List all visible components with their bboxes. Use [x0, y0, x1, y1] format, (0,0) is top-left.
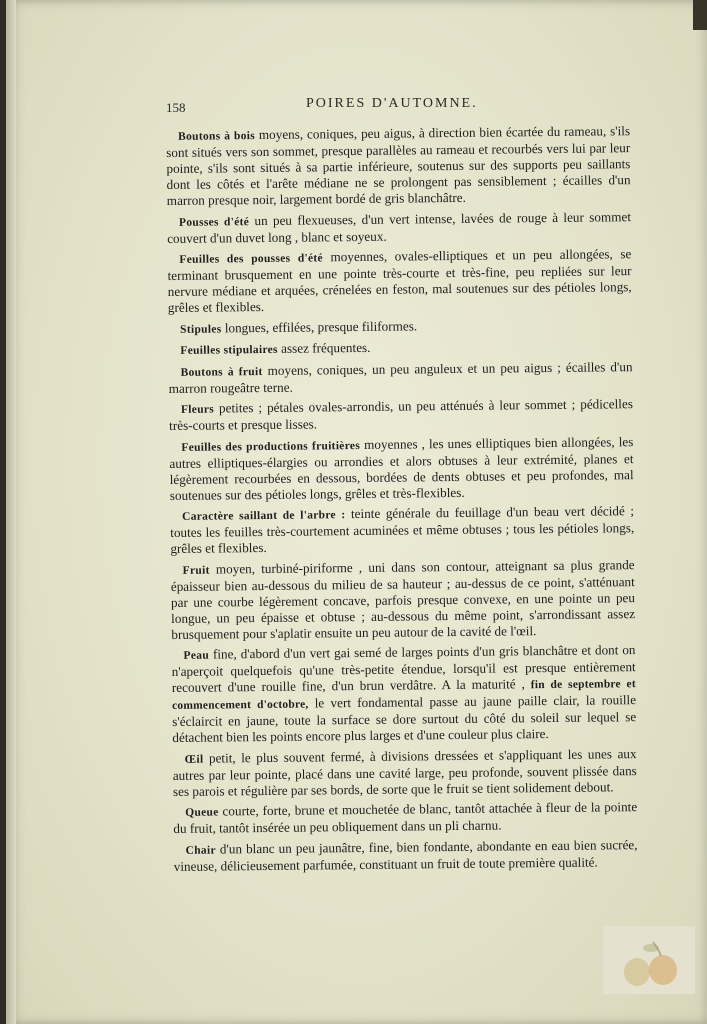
paragraph-text: assez fréquentes.	[277, 339, 371, 356]
term-label: Boutons à fruit	[180, 365, 263, 379]
paragraph-feuilles-stipulaires	[168, 337, 632, 359]
paragraph-text: le vert fondamental passe au jaune paille clair, la rouille s'éclaircit en jaune, toute la surface se dore surtout du côté du soleil sur lequel se détachent bien les points encore plus larges et d'une couleur plus claire.	[172, 692, 637, 745]
page-binding-edge	[6, 0, 16, 1024]
paragraph-text: d'un blanc un peu jaunâtre, fine, bien fondante, abondante en eau bien sucrée, vineuse, délicieusement parfumée, constituant un fruit de toute première qualité.	[173, 836, 638, 874]
paragraph-pousses-d-ete	[167, 209, 631, 247]
paragraph-text: moyennes , les unes elliptiques bien allongées, les autres elliptiques-élargies ou arrondies et alors obtuses à leur extrémité, planes et légèrement recourbées en dessous, bordées de dents obtuses et peu profondes, mal soutenues sur des pétioles longs, grêles et très-flexibles.	[169, 433, 634, 503]
term-label: Fleurs	[180, 403, 215, 416]
term-label: Feuilles des productions fruitières	[181, 439, 361, 454]
term-label: Œil	[184, 753, 204, 766]
body-text	[166, 123, 638, 879]
paragraph-text: petites ; pétales ovales-arrondis, un peu atténués à leur sommet ; pédicelles très-courts et presque lisses.	[169, 396, 633, 433]
paragraph-chair	[173, 837, 637, 875]
maturity-emphasis: fin de septembre et commencement d'octobre,	[171, 678, 636, 712]
paragraph-text: moyennes, ovales-elliptiques et un peu allongées, se terminant brusquement en une pointe très-courte et très-fine, peu repliées sur leur nervure médiane et arquées, crénelées en feston, mal soutenues sur des pétioles longs, grêles et flexibles.	[167, 246, 632, 315]
paragraph-text: longues, effilées, presque filiformes.	[221, 317, 418, 335]
term-label: Chair	[185, 844, 216, 857]
corner-watermark-logo	[603, 926, 695, 994]
book-page	[6, 0, 707, 1024]
term-label: Queue	[185, 806, 219, 819]
paragraph-text: teinte générale du feuillage d'un beau vert décidé ; toutes les feuilles très-courtement acuminées et même obtuses ; tous les pétioles longs, grêles et flexibles.	[170, 503, 635, 556]
paragraph-fleurs	[169, 396, 633, 434]
term-label: Fruit	[182, 564, 210, 577]
paragraph-stipules	[168, 316, 632, 338]
paragraph-feuilles-des-pousses	[167, 246, 632, 316]
term-label: Boutons à bois	[178, 130, 256, 143]
paragraph-queue	[173, 799, 637, 837]
term-label: Pousses d'été	[178, 215, 250, 229]
term-label: Caractère saillant de l'arbre :	[182, 509, 346, 523]
paragraph-text: moyens, coniques, un peu anguleux et un peu aigus ; écailles d'un marron rougeâtre terne.	[168, 358, 633, 396]
paragraph-text: petit, le plus souvent fermé, à divisions dressées et s'appliquant les unes aux autres par leur pointe, placé dans une cavité large, peu profonde, souvent plissée dans ses parois et régulière par ses bords, de sorte que le fruit se tient solidement debout.	[172, 745, 637, 799]
paragraph-feuilles-productions	[169, 434, 634, 504]
page-number: 158	[166, 100, 186, 115]
term-label: Feuilles stipulaires	[180, 343, 278, 357]
page-header	[166, 96, 636, 118]
running-title: POIRES D'AUTOMNE.	[306, 96, 478, 111]
paragraph-text: un peu flexueuses, d'un vert intense, lavées de rouge à leur sommet couvert d'un duvet long , blanc et soyeux.	[167, 208, 632, 246]
paragraph-boutons-a-bois	[166, 123, 631, 209]
paragraph-oeil	[173, 746, 637, 800]
term-label: Feuilles des pousses d'été	[179, 252, 323, 266]
paragraph-boutons-a-fruit	[168, 359, 632, 397]
paragraph-text: courte, forte, brune et mouchetée de blanc, tantôt attachée à fleur de la pointe du fruit, tantôt insérée un peu obliquement dans un pli charnu.	[173, 799, 638, 836]
paragraph-text: moyen, turbiné-piriforme , uni dans son contour, atteignant sa plus grande épaisseur bien au-dessous du milieu de sa hauteur ; au-dessus de ce point, s'atténuant par une courbe légèrement concave, parfois presque convexe, en une pointe un peu longue, un peu épaisse et obtuse ; au-dessous du même point, s'arrondissant assez brusquement pour s'aplatir ensuite un peu autour de la cavité de l'œil.	[170, 556, 636, 642]
pear-fruit-icon	[603, 926, 695, 994]
paragraph-peau	[171, 642, 636, 746]
paragraph-caractere-saillant	[170, 503, 634, 557]
page-corner-shadow	[693, 0, 707, 30]
term-label: Peau	[183, 649, 210, 662]
paragraph-text: moyens, coniques, peu aigus, à direction bien écartée du rameau, s'ils sont situés vers son sommet, presque parallèles au rameau et recourbés vers lui par leur pointe, s'ils sont situés à sa partie inférieure, soutenus sur des supports peu saillants dont les côtés et l'arête médiane ne se prolongent pas sensiblement ; écailles d'un marron presque noir, largement bordé de gris blanchâtre.	[166, 123, 631, 208]
term-label: Stipules	[180, 322, 222, 336]
paragraph-fruit	[171, 557, 636, 643]
paragraph-text: fine, d'abord d'un vert gai semé de larges points d'un gris blanchâtre et dont on n'aperçoit quelquefois qu'une très-petite étendue, lorsqu'il est presque entièrement recouvert d'une rouille fine, d'un brun verdâtre. A la maturité ,	[171, 642, 636, 695]
